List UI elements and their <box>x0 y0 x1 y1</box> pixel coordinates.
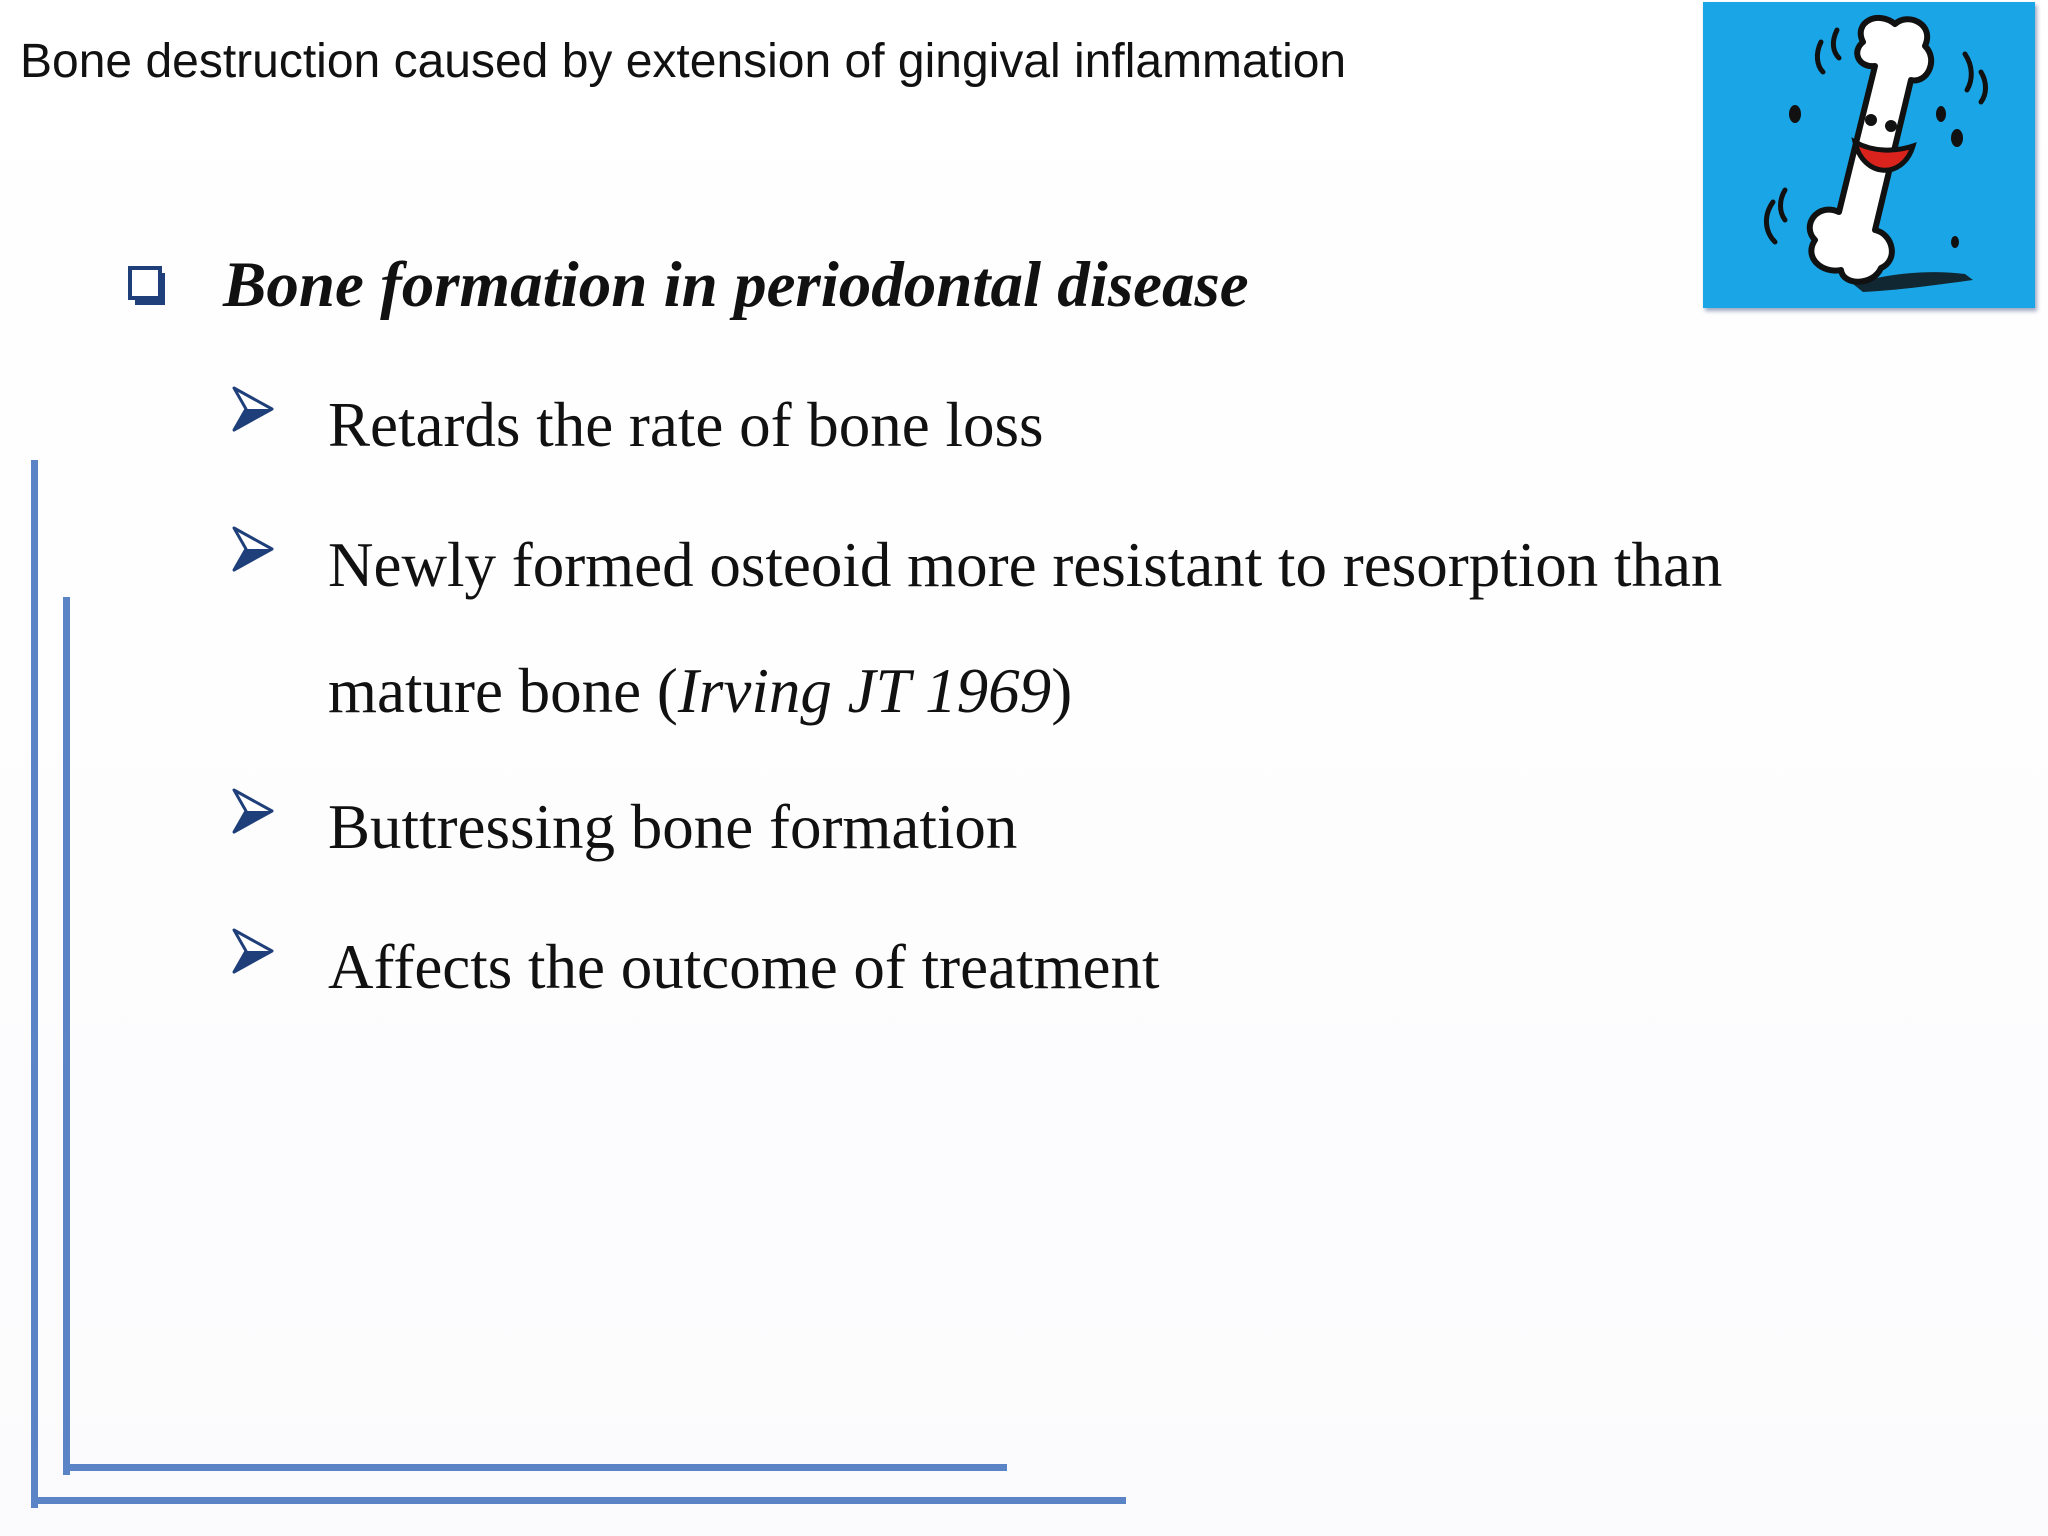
frame-line-outer-vertical <box>31 460 38 1508</box>
citation: Irving JT 1969 <box>677 656 1052 726</box>
frame-line-inner-vertical <box>63 597 70 1475</box>
arrow-bullet-icon <box>232 386 274 432</box>
section-heading <box>127 245 1249 325</box>
bullet-text: Buttressing bone formation <box>328 792 1018 862</box>
frame-line-inner-horizontal <box>63 1464 1007 1471</box>
frame-line-outer-horizontal <box>31 1497 1126 1504</box>
section-heading-text: Bone formation in periodontal disease <box>223 249 1249 321</box>
slide-title: Bone destruction caused by extension of gingival inflammation <box>20 35 1347 88</box>
arrow-bullet-icon <box>232 788 274 834</box>
bullet-item <box>232 764 1017 890</box>
bullet-text <box>328 502 1722 754</box>
bullet-text-prefix: mature bone ( <box>328 656 678 726</box>
arrow-bullet-icon <box>232 526 274 572</box>
bullet-text-line <box>328 628 1722 754</box>
bullet-text-line: Newly formed osteoid more resistant to resorption than <box>328 530 1723 600</box>
bullet-item <box>232 362 1044 488</box>
bullet-text: Affects the outcome of treatment <box>328 932 1160 1002</box>
square-bullet-icon <box>127 265 167 305</box>
bullet-item <box>232 904 1160 1030</box>
arrow-bullet-icon <box>232 928 274 974</box>
bullet-item <box>232 502 1722 754</box>
cartoon-bone-icon <box>1703 2 2035 308</box>
bullet-text-suffix: ) <box>1051 656 1073 726</box>
bullet-text: Retards the rate of bone loss <box>328 390 1044 460</box>
